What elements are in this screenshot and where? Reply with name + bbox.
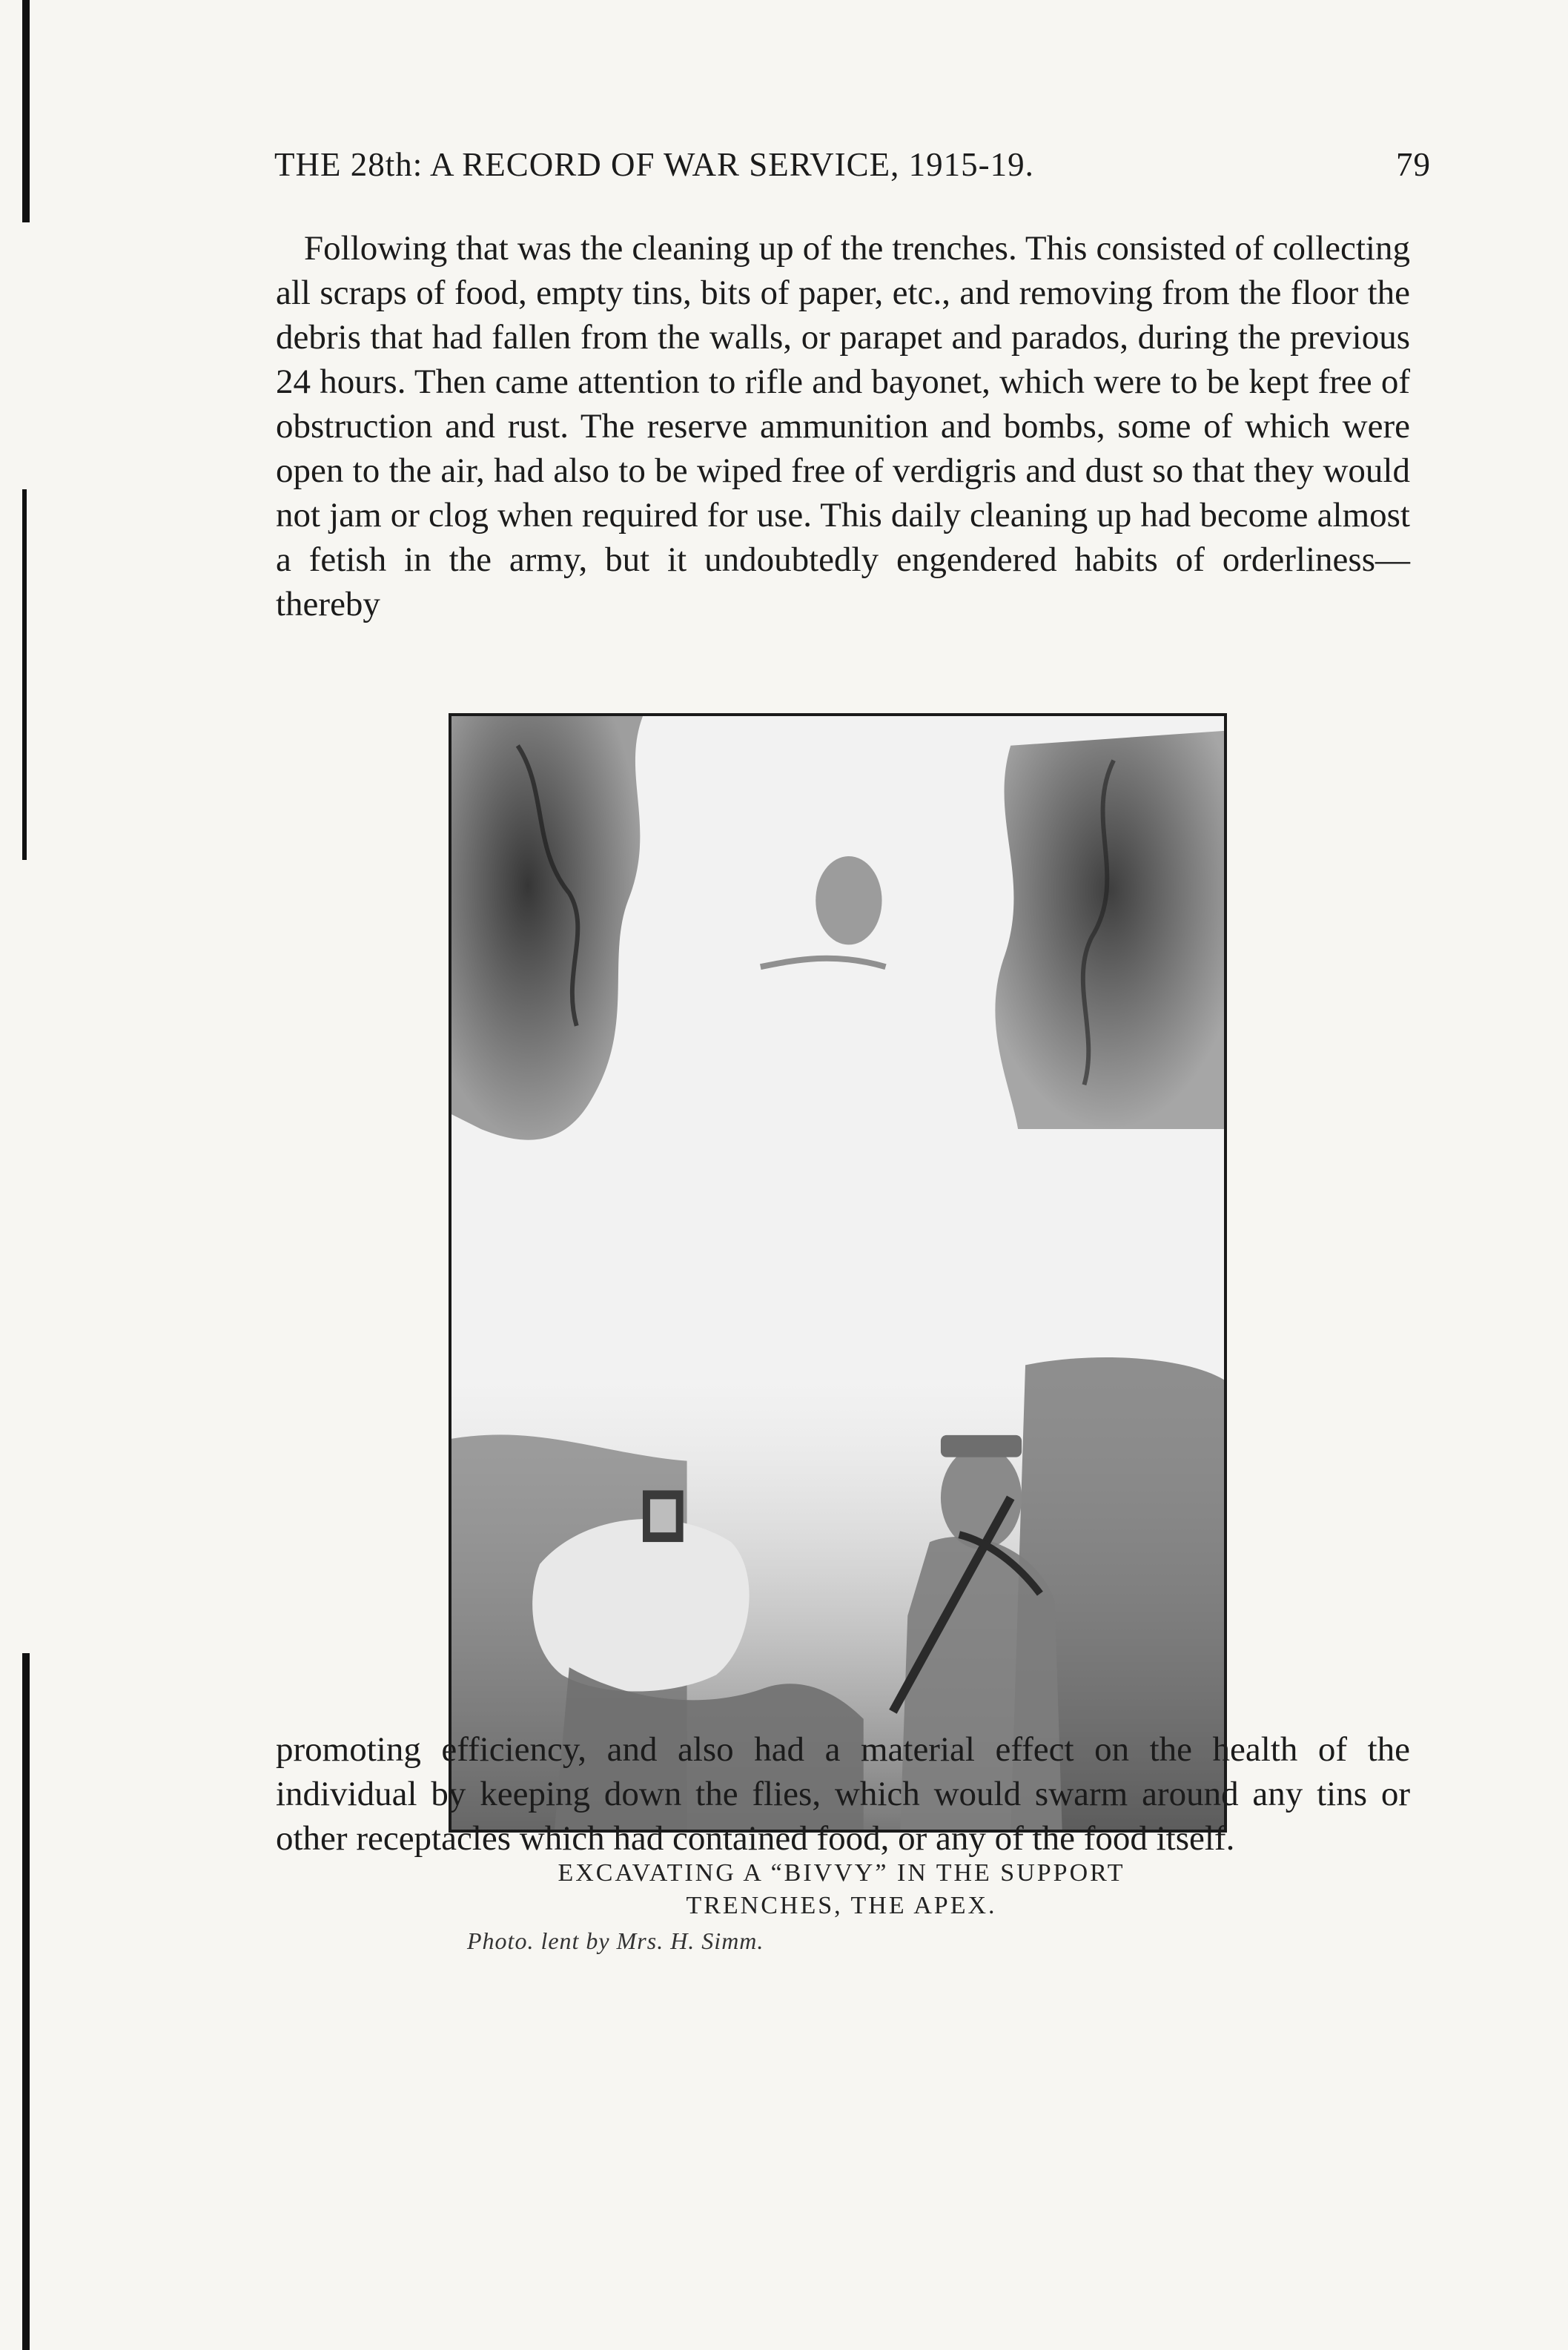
binding-edge-mid [22, 489, 27, 860]
paragraph-1: Following that was the cleaning up of the trenches. This consisted of collecting all scraps of food, empty tins, bits of paper, etc., and removing from the floor the debris that had fallen from the walls, or parapet and parados, during the previous 24 hours. Then came attention to rifle and bayonet, which were to be kept free of obstruction and rust. The reserve ammunition and bombs, some of which were open to the air, had also to be wiped free of verdigris and dust so that they would not jam or clog when required for use. This daily cleaning up had become almost a fetish in the army, but it undoubtedly engendered habits of orderliness—thereby [276, 229, 1410, 623]
page-number: 79 [1396, 146, 1431, 183]
figure-caption-line-1: EXCAVATING A “BIVVY” IN THE SUPPORT [558, 1859, 1125, 1887]
binding-edge-bottom [22, 1653, 30, 2350]
paragraph-2: promoting efficiency, and also had a material effect on the health of the individual by keeping down the flies, which would swarm around any tins or other receptacles which had contained food, or any of the food itself. [276, 1730, 1410, 1858]
trench-photograph [449, 713, 1227, 1833]
running-title: THE 28th: A RECORD OF WAR SERVICE, 1915-19. [274, 146, 1034, 183]
running-header [274, 145, 1431, 184]
figure-caption-line-2: TRENCHES, THE APEX. [686, 1892, 997, 1919]
photograph-image [451, 716, 1224, 1830]
photo-credit: Photo. lent by Mrs. H. Simm. [467, 1927, 764, 1954]
binding-edge-top [22, 0, 30, 222]
